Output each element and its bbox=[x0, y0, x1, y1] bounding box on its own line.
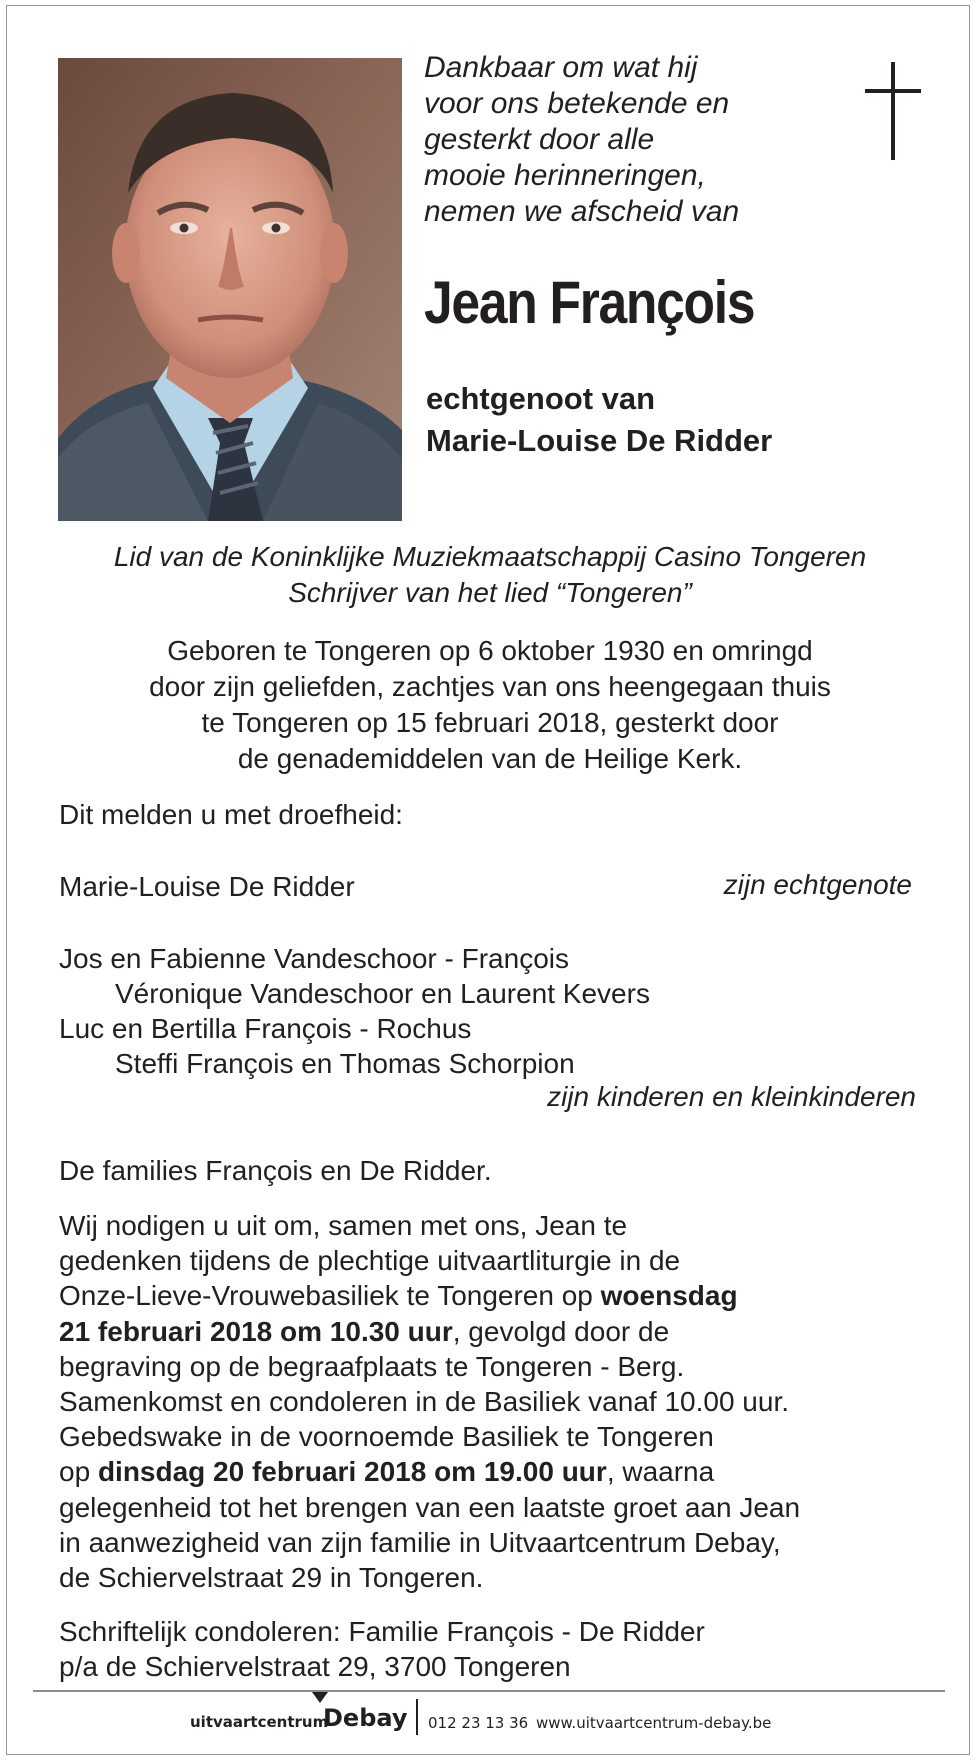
member-line: Lid van de Koninklijke Muziekmaatschappij Casino Tongeren bbox=[113, 541, 867, 572]
announcement: Dit melden u met droefheid: bbox=[59, 799, 403, 830]
intro-line: mooie herinneringen, bbox=[424, 159, 706, 192]
born-line: de genademiddelen van de Heilige Kerk. bbox=[237, 743, 743, 774]
intro-line: gesterkt door alle bbox=[424, 123, 655, 156]
invite-line: gelegenheid tot het brengen van een laatste groet aan Jean bbox=[59, 1491, 801, 1523]
invite-line: Wij nodigen u uit om, samen met ons, Jean te bbox=[59, 1210, 628, 1241]
birth-death-text bbox=[0, 633, 980, 777]
born-line: te Tongeren op 15 februari 2018, gesterkt door bbox=[201, 707, 779, 738]
intro-text bbox=[424, 50, 739, 230]
membership-text bbox=[0, 539, 980, 611]
intro-line: Dankbaar om wat hij bbox=[424, 51, 698, 84]
footer-brand: Debay bbox=[323, 1704, 408, 1732]
invite-line: 21 februari 2018 om 10.30 uur, gevolgd door de bbox=[59, 1315, 670, 1347]
condolence-line: Schriftelijk condoleren: Familie François - De Ridder bbox=[59, 1616, 705, 1647]
grandchild-line: Véronique Vandeschoor en Laurent Kevers bbox=[115, 978, 650, 1009]
triangle-icon bbox=[312, 1692, 328, 1703]
invite-line: Samenkomst en condoleren in de Basiliek vanaf 10.00 uur. bbox=[59, 1386, 790, 1418]
invitation-text bbox=[59, 1208, 800, 1595]
child-line: Jos en Fabienne Vandeschoor - François bbox=[59, 943, 569, 974]
funeral-day: woensdag bbox=[600, 1280, 738, 1312]
wife-name: Marie-Louise De Ridder bbox=[59, 871, 355, 902]
invite-line: begraving op de begraafplaats te Tongeren - Berg. bbox=[59, 1350, 685, 1382]
spouse-block bbox=[426, 378, 772, 462]
footer-divider bbox=[33, 1690, 945, 1692]
footer-website: www.uitvaartcentrum-debay.be bbox=[536, 1714, 772, 1732]
invite-line: Onze-Lieve-Vrouwebasiliek te Tongeren op woensdag bbox=[59, 1280, 738, 1312]
wife-role: zijn echtgenote bbox=[723, 869, 912, 900]
intro-line: voor ons betekende en bbox=[424, 87, 730, 120]
born-line: Geboren te Tongeren op 6 oktober 1930 en omringd bbox=[167, 635, 813, 666]
invite-line: Gebedswake in de voornoemde Basiliek te Tongeren bbox=[59, 1421, 714, 1453]
member-line: Schrijver van het lied “Tongeren” bbox=[288, 577, 692, 608]
invite-line: gedenken tijdens de plechtige uitvaartliturgie in de bbox=[59, 1245, 681, 1277]
deceased-name: Jean François bbox=[424, 269, 755, 336]
footer-separator bbox=[416, 1699, 418, 1735]
born-line: door zijn geliefden, zachtjes van ons heengegaan thuis bbox=[149, 671, 831, 702]
invite-line: de Schiervelstraat 29 in Tongeren. bbox=[59, 1562, 484, 1594]
vigil-date: dinsdag 20 februari 2018 om 19.00 uur bbox=[97, 1456, 607, 1488]
invite-line: in aanwezigheid van zijn familie in Uitvaartcentrum Debay, bbox=[59, 1526, 781, 1558]
cross-icon bbox=[865, 62, 921, 160]
invite-line: op dinsdag 20 februari 2018 om 19.00 uur, waarna bbox=[59, 1456, 715, 1488]
families-line: De families François en De Ridder. bbox=[59, 1155, 492, 1186]
intro-line: nemen we afscheid van bbox=[424, 195, 740, 228]
grandchild-line: Steffi François en Thomas Schorpion bbox=[115, 1048, 575, 1079]
footer-phone: 012 23 13 36 bbox=[428, 1714, 529, 1732]
portrait-photo bbox=[58, 58, 402, 521]
funeral-date: 21 februari 2018 om 10.30 uur bbox=[59, 1315, 453, 1347]
child-line: Luc en Bertilla François - Rochus bbox=[59, 1013, 472, 1044]
spouse-name: Marie-Louise De Ridder bbox=[426, 423, 773, 458]
footer-label: uitvaartcentrum bbox=[190, 1713, 329, 1731]
spouse-line: echtgenoot van bbox=[426, 381, 656, 416]
children-role: zijn kinderen en kleinkinderen bbox=[547, 1081, 916, 1112]
condolence-address: p/a de Schiervelstraat 29, 3700 Tongeren bbox=[59, 1651, 571, 1682]
